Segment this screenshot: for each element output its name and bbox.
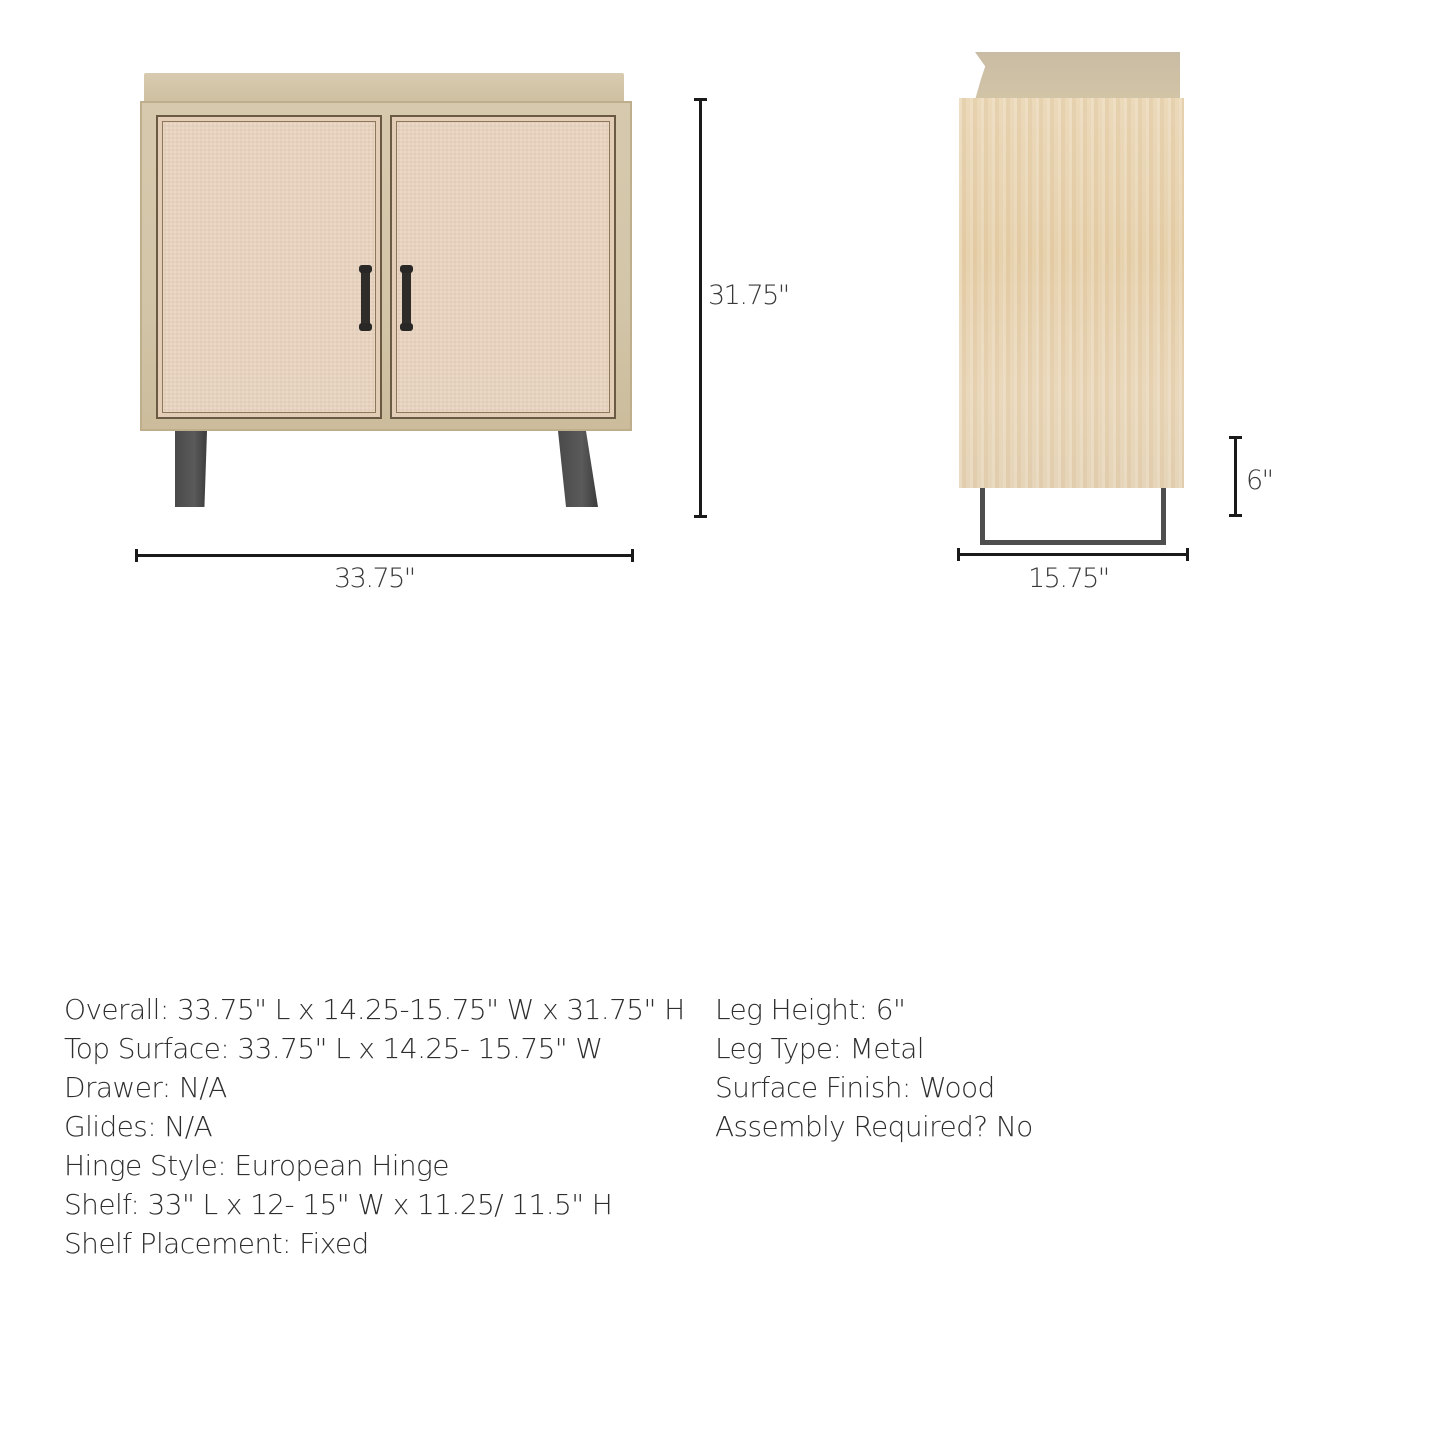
- spec-leg-type: Leg Type: Metal: [715, 1032, 924, 1065]
- spec-assembly-required: Assembly Required? No: [715, 1110, 1033, 1143]
- depth-dimension-label: 15.75": [1028, 563, 1109, 594]
- height-dimension-label: 31.75": [708, 280, 789, 311]
- leg-height-dimension-line: [1234, 436, 1237, 517]
- spec-list-right: [715, 990, 1033, 1146]
- spec-top-surface: Top Surface: 33.75" L x 14.25- 15.75" W: [64, 1032, 603, 1065]
- cabinet-body: [140, 101, 632, 431]
- cabinet-front-view: [140, 73, 637, 510]
- cabinet-leg-frame: [980, 488, 1166, 545]
- cabinet-side-view: [955, 50, 1190, 520]
- width-dimension-line: [135, 554, 634, 557]
- door-handle-icon: [402, 265, 411, 331]
- depth-dimension-line: [957, 553, 1189, 556]
- height-dimension-line: [699, 98, 702, 518]
- spec-hinge-style: Hinge Style: European Hinge: [64, 1149, 449, 1182]
- spec-drawer: Drawer: N/A: [64, 1071, 227, 1104]
- spec-glides: Glides: N/A: [64, 1110, 213, 1143]
- cabinet-door-left: [156, 115, 382, 419]
- cabinet-leg-right: [558, 431, 598, 507]
- spec-shelf: Shelf: 33" L x 12- 15" W x 11.25/ 11.5" H: [64, 1188, 613, 1221]
- spec-surface-finish: Surface Finish: Wood: [715, 1071, 995, 1104]
- cabinet-side-top: [975, 52, 1180, 100]
- cabinet-side-panel: [959, 98, 1184, 488]
- leg-height-dimension-label: 6": [1246, 465, 1273, 496]
- width-dimension-label: 33.75": [334, 563, 415, 594]
- spec-overall: Overall: 33.75" L x 14.25-15.75" W x 31.75" H: [64, 993, 685, 1026]
- spec-leg-height: Leg Height: 6": [715, 993, 906, 1026]
- cabinet-door-right: [390, 115, 616, 419]
- cabinet-top: [144, 73, 624, 103]
- cabinet-leg-left: [175, 431, 207, 507]
- spec-shelf-placement: Shelf Placement: Fixed: [64, 1227, 369, 1260]
- spec-list-left: [64, 990, 685, 1263]
- door-handle-icon: [361, 265, 370, 331]
